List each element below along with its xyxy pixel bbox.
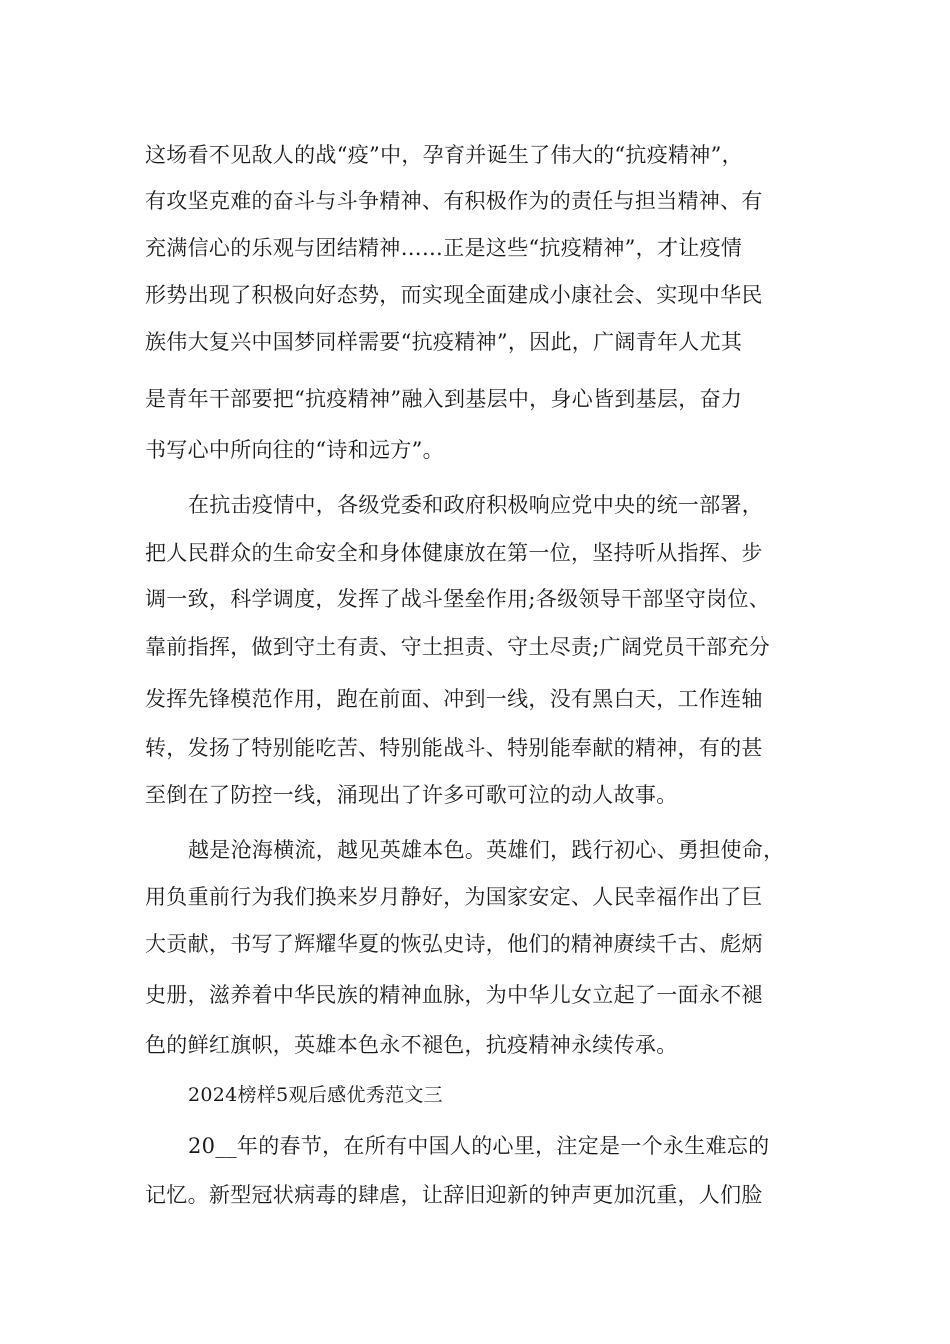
text-line: 20__年的春节，在所有中国人的心里，注定是一个永生难忘的 xyxy=(188,1134,770,1158)
text-line: 越是沧海横流，越见英雄本色。英雄们，践行初心、勇担使命， xyxy=(188,838,785,862)
section-heading: 2024榜样5观后感优秀范文三 xyxy=(188,1084,443,1106)
text-line: 转，发扬了特别能吃苦、特别能战斗、特别能奉献的精神，有的甚 xyxy=(145,736,763,760)
text-line: 有攻坚克难的奋斗与斗争精神、有积极作为的责任与担当精神、有 xyxy=(145,189,763,213)
text-line: 书写心中所向往的“诗和远方”。 xyxy=(145,438,444,462)
text-line: 是青年干部要把“抗疫精神”融入到基层中，身心皆到基层，奋力 xyxy=(145,387,743,411)
text-line: 把人民群众的生命安全和身体健康放在第一位，坚持听从指挥、步 xyxy=(145,541,763,565)
text-line: 大贡献，书写了辉耀华夏的恢弘史诗，他们的精神赓续千古、彪炳 xyxy=(145,932,763,956)
text-line: 在抗击疫情中，各级党委和政府积极响应党中央的统一部署， xyxy=(188,493,764,517)
text-line: 至倒在了防控一线，涌现出了许多可歌可泣的动人故事。 xyxy=(145,783,678,807)
text-line: 用负重前行为我们换来岁月静好，为国家安定、人民幸福作出了巨 xyxy=(145,885,763,909)
text-line: 记忆。新型冠状病毒的肆虐，让辞旧迎新的钟声更加沉重，人们脸 xyxy=(145,1183,763,1207)
text-line: 调一致，科学调度，发挥了战斗堡垒作用;各级领导干部坚守岗位、 xyxy=(145,587,771,611)
text-line: 族伟大复兴中国梦同样需要“抗疫精神”，因此，广阔青年人尤其 xyxy=(145,330,743,354)
text-line: 这场看不见敌人的战“疫”中，孕育并诞生了伟大的“抗疫精神”， xyxy=(145,143,743,167)
text-line: 充满信心的乐观与团结精神……正是这些“抗疫精神”，才让疫情 xyxy=(145,236,743,260)
text-line: 靠前指挥，做到守土有责、守土担责、守土尽责;广阔党员干部充分 xyxy=(145,635,771,659)
text-line: 发挥先锋模范作用，跑在前面、冲到一线，没有黑白天，工作连轴 xyxy=(145,687,763,711)
text-line: 形势出现了积极向好态势，而实现全面建成小康社会、实现中华民 xyxy=(145,283,763,307)
text-line: 史册，滋养着中华民族的精神血脉，为中华儿女立起了一面永不褪 xyxy=(145,983,763,1007)
text-line: 色的鲜红旗帜，英雄本色永不褪色，抗疫精神永续传承。 xyxy=(145,1033,678,1057)
